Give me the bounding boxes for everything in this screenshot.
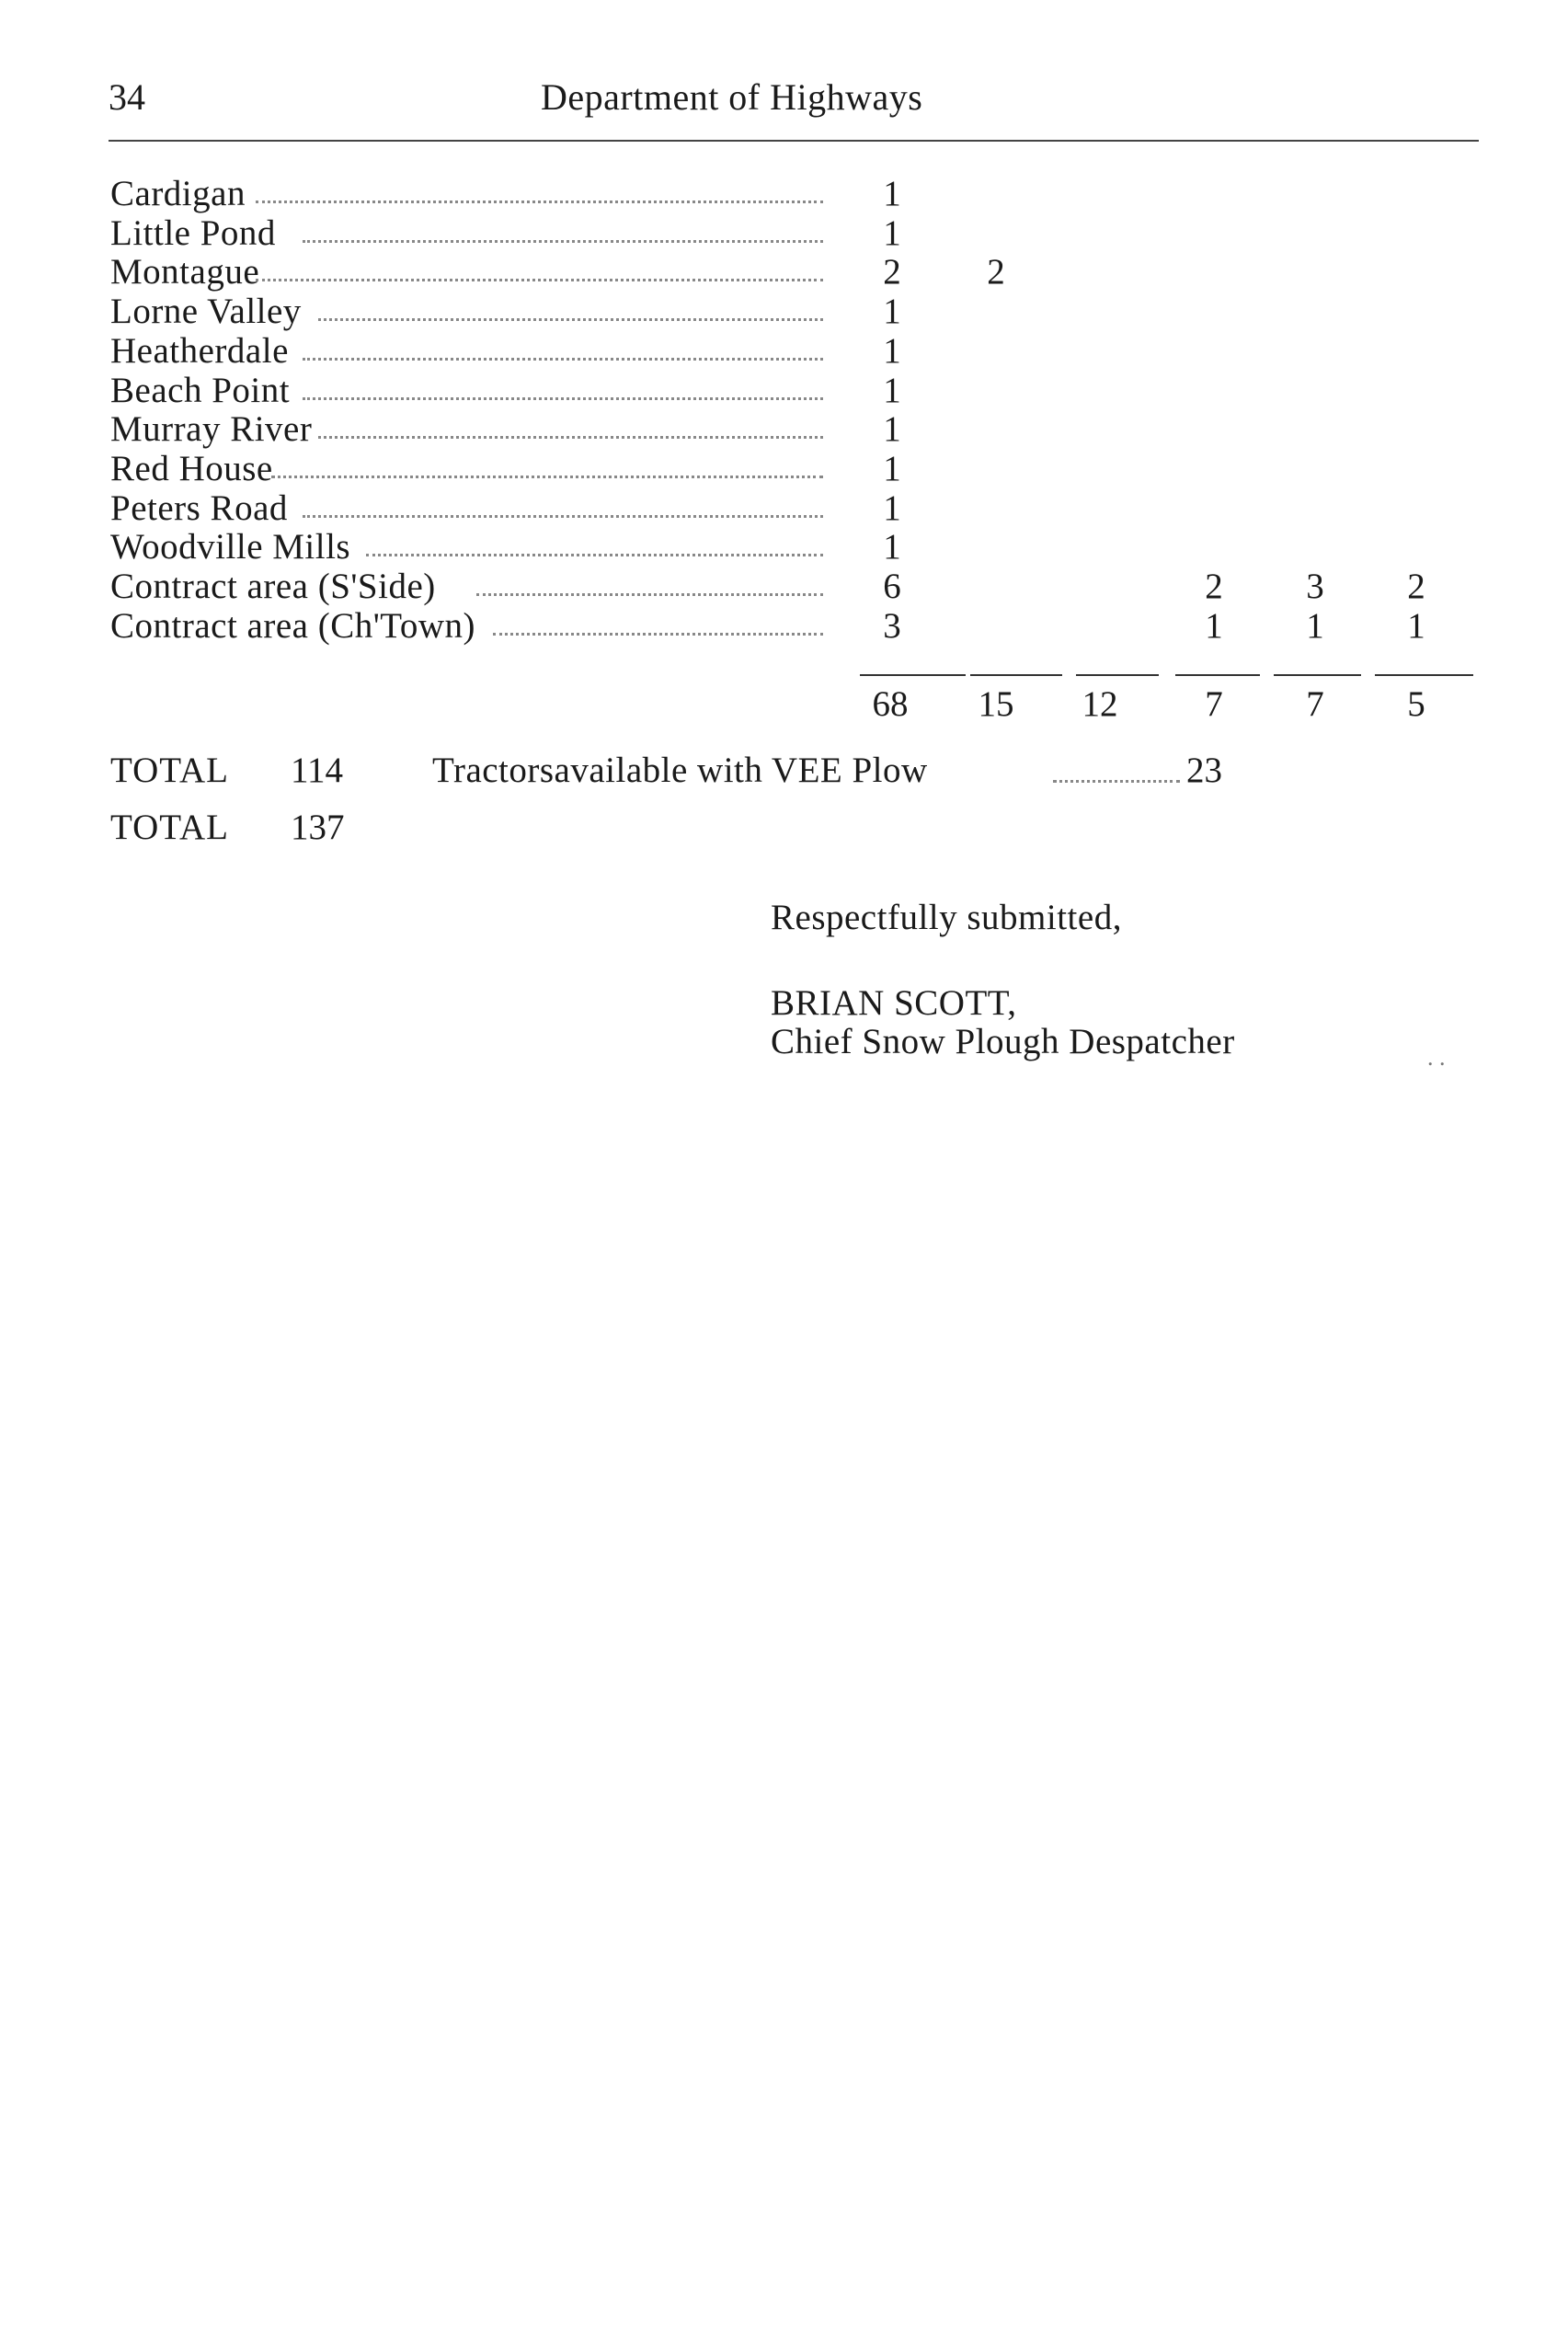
page-header: [109, 75, 1479, 142]
row-value: 1: [883, 174, 901, 213]
dot-leader: [303, 515, 823, 518]
row-label: Contract area (Ch'Town): [110, 605, 475, 646]
column-total: 7: [1205, 684, 1223, 724]
row-label: Heatherdale: [110, 330, 289, 371]
page-number: 34: [109, 76, 145, 118]
row-value: 3: [1306, 567, 1324, 606]
total-rule: [1076, 674, 1159, 676]
table-row: [110, 372, 1490, 410]
table-row: [110, 528, 1490, 567]
signatory-name: BRIAN SCOTT,: [771, 983, 1017, 1023]
dot-leader: [303, 358, 823, 361]
stray-marks: . .: [1427, 1044, 1446, 1071]
dot-leader: [476, 593, 823, 596]
row-value: 1: [883, 292, 901, 332]
table-row: [110, 489, 1490, 528]
dot-leader: [366, 554, 823, 556]
row-value: 1: [1306, 605, 1324, 646]
dot-leader: [271, 476, 823, 478]
row-value: 6: [883, 567, 901, 606]
row-label: Red House: [110, 448, 273, 488]
table-row: [110, 175, 1490, 213]
tractors-dot-leader: [1053, 780, 1180, 783]
dot-leader: [493, 633, 823, 636]
tractors-available-label: Tractorsavailable with VEE Plow: [432, 751, 928, 790]
dot-leader: [303, 240, 823, 243]
dot-leader: [318, 318, 823, 321]
column-total: 68: [872, 684, 909, 724]
signatory-role: Chief Snow Plough Despatcher: [771, 1022, 1235, 1061]
column-total: 12: [1082, 684, 1118, 724]
total-label-2: TOTAL: [110, 808, 229, 847]
column-total: 5: [1407, 684, 1425, 724]
row-value: 2: [883, 252, 901, 292]
row-label: Lorne Valley: [110, 292, 302, 332]
row-value: 1: [883, 409, 901, 450]
closing-line: Respectfully submitted,: [771, 898, 1122, 937]
total-rule: [860, 674, 966, 676]
table-row: [110, 607, 1490, 646]
dot-leader: [318, 436, 823, 439]
table-row: [110, 567, 1490, 606]
row-label: Cardigan: [110, 174, 246, 213]
row-value: 1: [883, 212, 901, 253]
total-value-2: 137: [291, 808, 345, 847]
row-value: 1: [883, 370, 901, 410]
tractors-count: 23: [1186, 751, 1222, 790]
row-value: 1: [883, 487, 901, 528]
row-label: Contract area (S'Side): [110, 567, 436, 606]
total-rule: [1175, 674, 1260, 676]
total-rule: [1375, 674, 1473, 676]
row-label: Little Pond: [110, 212, 276, 253]
row-value: 2: [1407, 567, 1425, 606]
row-label: Woodville Mills: [110, 527, 351, 567]
row-value: 1: [1205, 605, 1223, 646]
row-value: 1: [883, 527, 901, 567]
dot-leader: [303, 397, 823, 400]
row-label: Peters Road: [110, 487, 288, 528]
row-value: 2: [1205, 567, 1223, 606]
row-value: 1: [883, 448, 901, 488]
dot-leader: [256, 279, 823, 281]
table-row: [110, 450, 1490, 488]
row-value: 1: [1407, 605, 1425, 646]
row-value: 3: [883, 605, 901, 646]
row-value: 1: [883, 330, 901, 371]
total-value-1: 114: [291, 751, 344, 790]
row-label: Murray River: [110, 409, 313, 450]
table-row: [110, 292, 1490, 331]
total-rule: [970, 674, 1062, 676]
page-title: Department of Highways: [541, 76, 923, 118]
row-label: Montague: [110, 252, 260, 292]
column-total: 7: [1306, 684, 1324, 724]
dot-leader: [256, 201, 823, 203]
row-label: Beach Point: [110, 370, 291, 410]
table-row: [110, 332, 1490, 371]
total-rule: [1274, 674, 1361, 676]
table-row: [110, 410, 1490, 449]
column-total: 15: [978, 684, 1014, 724]
total-label-1: TOTAL: [110, 751, 229, 790]
table-row: [110, 214, 1490, 253]
row-value: 2: [987, 252, 1005, 292]
table-row: [110, 253, 1490, 292]
